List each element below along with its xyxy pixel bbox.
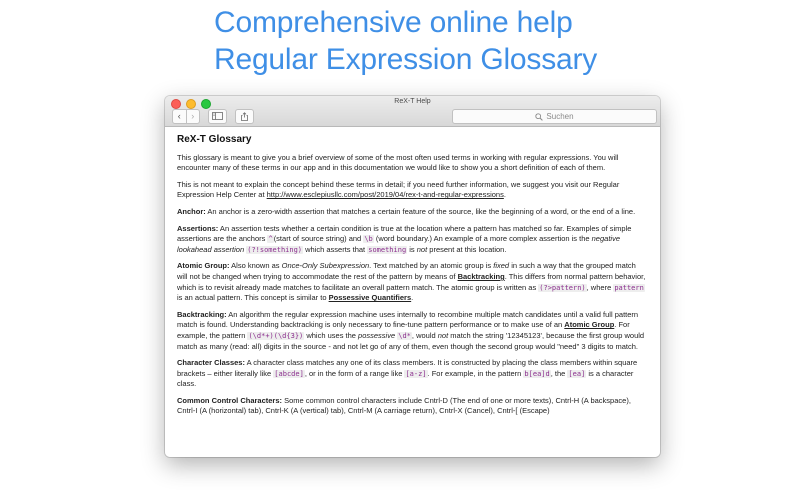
crossref-atomic-group-link[interactable]: Atomic Group <box>564 320 615 330</box>
emphasis-text: Once-Only Subexpression <box>281 261 370 271</box>
sidebar-toggle-button[interactable] <box>208 109 227 124</box>
definition-text: An algorithm the regular expression machine uses internally to recombine multiple match candidates until a valid full pattern match is found. Understanding backtracking is only necessary to fine-tune pattern performance or to make use of an <box>177 309 639 330</box>
marketing-headline <box>214 4 597 78</box>
emphasis-text: not <box>416 244 428 254</box>
glossary-entry-assertions <box>177 224 648 256</box>
glossary-entry-atomic-group <box>177 261 648 303</box>
term-backtracking: Backtracking: <box>177 309 227 319</box>
help-center-link[interactable]: http://www.esclepiusllc.com/post/2019/04/rex-t-and-regular-expressions <box>266 190 504 200</box>
definition-text: . For example, in the pattern <box>427 368 524 378</box>
emphasis-text: possessive <box>358 330 396 340</box>
help-content[interactable] <box>165 127 660 457</box>
crossref-backtracking-link[interactable]: Backtracking <box>457 271 505 281</box>
emphasis-text: fixed <box>493 261 510 271</box>
back-button[interactable] <box>173 110 186 123</box>
definition-text: . <box>411 293 414 303</box>
page-title: ReX-T Glossary <box>177 134 252 145</box>
help-window <box>165 96 660 457</box>
code-snippet: (?!something) <box>247 245 303 254</box>
window-toolbar <box>165 96 660 127</box>
search-field[interactable] <box>452 109 657 124</box>
code-snippet: [abcde] <box>274 369 304 378</box>
code-snippet: ^ <box>268 235 273 244</box>
definition-text: is <box>407 244 417 254</box>
definition-text: match the string '12345123', because the first group would match as many (read: all) digits in the source - and not let go of any of them, even though the second group would "need" 3 digits to match. <box>177 330 645 351</box>
definition-text: (word boundary.) An example of a more complex assertion is the <box>373 234 592 244</box>
chevron-right-icon: › <box>191 111 195 121</box>
glossary-entry-character-classes <box>177 358 648 390</box>
definition-anchor: An anchor is a zero-width assertion that matches a certain feature of the source, like the beginning of a word, or the end of a line. <box>205 206 636 216</box>
term-character-classes: Character Classes: <box>177 358 245 368</box>
term-assertions: Assertions: <box>177 223 219 233</box>
definition-text: in such a way that the grouped match will not be changed when trying to accommodate the rest of the pattern by means of <box>177 261 636 281</box>
definition-text: A character class matches any one of its class members. It is constructed by placing the class members within square brackets – either literally like <box>177 358 638 378</box>
emphasis-text: negative lookahead assertion <box>177 234 620 254</box>
intro-link-paragraph <box>177 180 648 201</box>
search-placeholder: Suchen <box>546 112 574 121</box>
definition-text: , where <box>586 282 614 292</box>
definition-text: , or in the form of a range like <box>304 368 405 378</box>
definition-text: . Text matched by an atomic group is <box>369 261 494 271</box>
code-snippet: [a-z] <box>405 369 427 378</box>
term-atomic-group: Atomic Group: <box>177 261 230 271</box>
definition-text: . This differs from normal pattern behavior, which is to revisit already made matches to facilitate an overall pattern match. The atomic group is written as <box>177 271 646 292</box>
definition-text: which asserts that <box>303 244 368 254</box>
emphasis-text: not <box>437 330 449 340</box>
navigation-buttons <box>172 109 200 124</box>
code-snippet: (\d*+)(\d{3}) <box>248 331 304 340</box>
forward-button[interactable] <box>186 110 200 123</box>
sidebar-icon <box>212 112 223 120</box>
code-snippet: (?>pattern) <box>539 283 586 292</box>
definition-text: is an actual pattern. This concept is similar to <box>177 293 329 303</box>
glossary-entry-backtracking <box>177 310 648 352</box>
content-fade <box>165 447 660 457</box>
crossref-possessive-quantifiers-link[interactable]: Possessive Quantifiers <box>328 293 412 303</box>
headline-line-1: Comprehensive online help <box>214 6 573 39</box>
definition-text: which uses the <box>304 330 359 340</box>
glossary-entry-control-characters <box>177 396 648 417</box>
code-snippet: pattern <box>614 283 644 292</box>
definition-text: Some common control characters include Cntrl-D (The end of one or more texts), Cntrl-H (A backspace), Cntrl-I (A (horizontal) tab), Cntrl-K (A (vertical) tab), Cntrl-M (A carriage return), Cntrl-X (Cancel), Cntrl-[ (Escape) <box>177 395 631 416</box>
intro-suffix: . <box>503 190 506 200</box>
definition-text: (start of source string) and <box>273 234 364 244</box>
definition-text: present at this location. <box>427 244 507 254</box>
definition-text: . For example, the pattern <box>177 320 630 340</box>
share-icon <box>240 112 249 121</box>
intro-text: This is not meant to explain the concept behind these terms in detail; if you need further information, we suggest you visit our Regular Expression Help Center at <box>177 179 620 200</box>
intro-paragraph: This glossary is meant to give you a brief overview of some of the most often used terms in working with regular expressions. You will encounter many of these terms in our app and in this documentation we would like to show you a short definition of each of them. <box>177 152 619 173</box>
window-title: ReX-T Help <box>394 98 431 105</box>
definition-text: , the <box>550 368 568 378</box>
definition-text: An assertion tests whether a certain condition is true at the location where a pattern has matched so far. Examples of simple assertions are the anchors <box>177 223 632 244</box>
headline-line-2: Regular Expression Glossary <box>214 43 598 76</box>
code-snippet: [ea] <box>568 369 586 378</box>
code-snippet: \b <box>364 235 373 244</box>
chevron-left-icon: ‹ <box>177 111 181 121</box>
share-button[interactable] <box>235 109 254 124</box>
definition-text: , would <box>411 330 438 340</box>
definition-text: is a character class. <box>177 368 634 389</box>
term-control-characters: Common Control Characters: <box>177 395 283 405</box>
code-snippet: \d* <box>398 331 411 340</box>
definition-text: Also known as <box>229 261 282 271</box>
glossary-entry-anchor <box>177 207 648 218</box>
code-snippet: b[ea]d <box>524 369 550 378</box>
code-snippet: something <box>368 245 407 254</box>
term-anchor: Anchor: <box>177 206 206 216</box>
search-icon <box>535 113 543 121</box>
